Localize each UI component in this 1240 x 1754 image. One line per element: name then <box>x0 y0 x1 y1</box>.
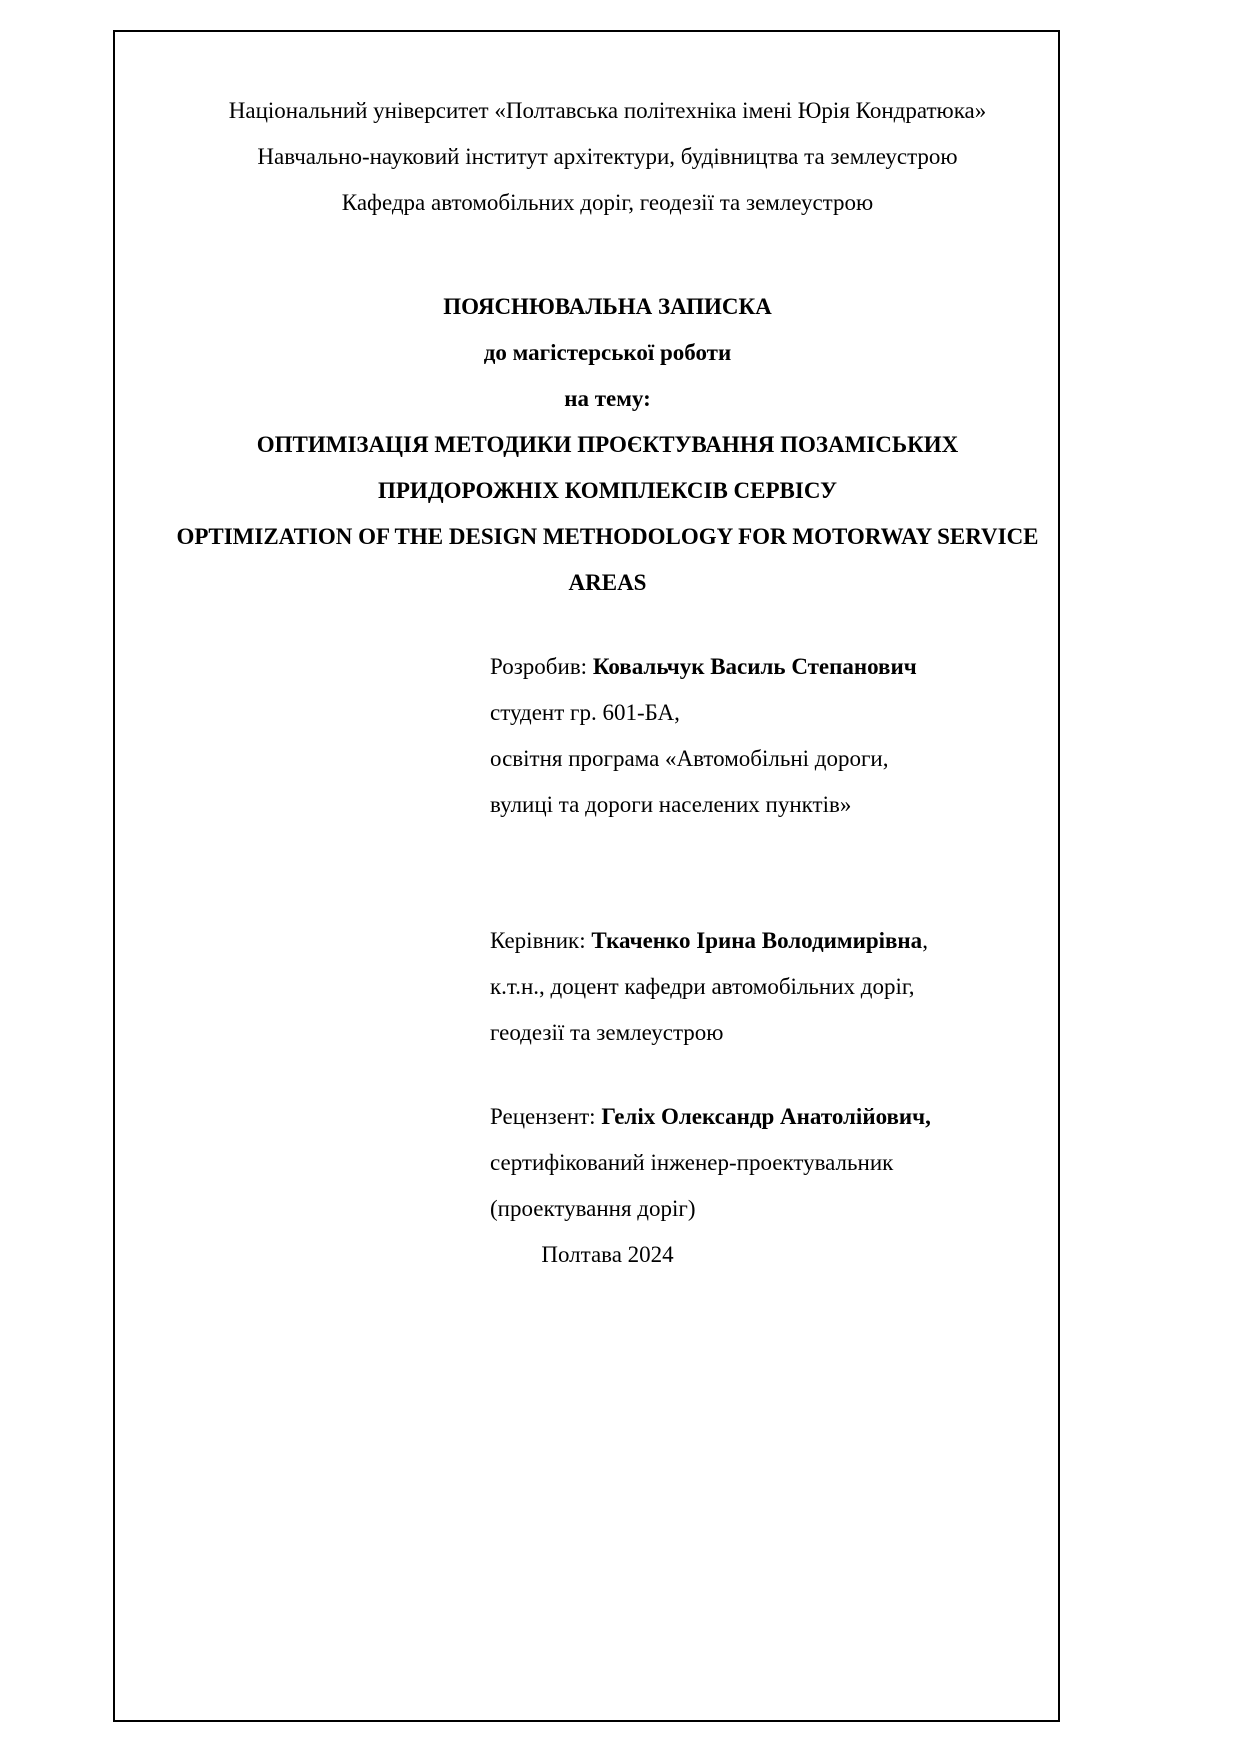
reviewer-line <box>490 1094 1040 1140</box>
department-name: Кафедра автомобільних доріг, геодезії та землеустрою <box>341 190 874 215</box>
supervisor-line <box>490 918 1040 964</box>
supervisor-detail-line: геодезії та землеустрою <box>490 1020 724 1045</box>
thesis-title-en: OPTIMIZATION OF THE DESIGN METHODOLOGY FOR MOTORWAY SERVICE AREAS <box>176 524 1039 595</box>
header-block <box>175 88 1040 226</box>
supervisor-block <box>490 918 1040 1056</box>
thesis-title-ua: ОПТИМІЗАЦІЯ МЕТОДИКИ ПРОЄКТУВАННЯ ПОЗАМІСЬКИХ ПРИДОРОЖНІХ КОМПЛЕКСІВ СЕРВІСУ <box>256 432 959 503</box>
institute-name: Навчально-науковий інститут архітектури, будівництва та землеустрою <box>257 144 958 169</box>
developer-detail-line: студент гр. 601-БА, <box>490 700 680 725</box>
supervisor-detail-line: к.т.н., доцент кафедри автомобільних доріг, <box>490 974 915 999</box>
reviewer-name: Геліх Олександр Анатолійович, <box>601 1104 931 1129</box>
doc-type-title: ПОЯСНЮВАЛЬНА ЗАПИСКА <box>443 294 772 319</box>
doc-type-block <box>175 284 1040 422</box>
reviewer-detail-line: (проектування доріг) <box>490 1196 696 1221</box>
topic-label: на тему: <box>564 386 651 411</box>
doc-type-subtitle: до магістерської роботи <box>483 340 732 365</box>
reviewer-label: Рецензент: <box>490 1104 602 1129</box>
supervisor-name: Ткаченко Ірина Володимирівна <box>591 928 923 953</box>
university-name: Національний університет «Полтавська політехніка імені Юрія Кондратюка» <box>228 98 987 123</box>
developer-name: Ковальчук Василь Степанович <box>592 654 917 679</box>
developer-block <box>490 644 1040 828</box>
reviewer-detail-line: сертифікований інженер-проектувальник <box>490 1150 894 1175</box>
title-page <box>175 88 1040 1278</box>
supervisor-label: Керівник: <box>490 928 592 953</box>
developer-line <box>490 644 1040 690</box>
supervisor-name-suffix: , <box>922 928 928 953</box>
developer-label: Розробив: <box>490 654 593 679</box>
reviewer-block <box>490 1094 1040 1232</box>
developer-detail-line: освітня програма «Автомобільні дороги, <box>490 746 889 771</box>
footer-city-year: Полтава 2024 <box>541 1242 674 1267</box>
developer-detail-line: вулиці та дороги населених пунктів» <box>490 792 852 817</box>
